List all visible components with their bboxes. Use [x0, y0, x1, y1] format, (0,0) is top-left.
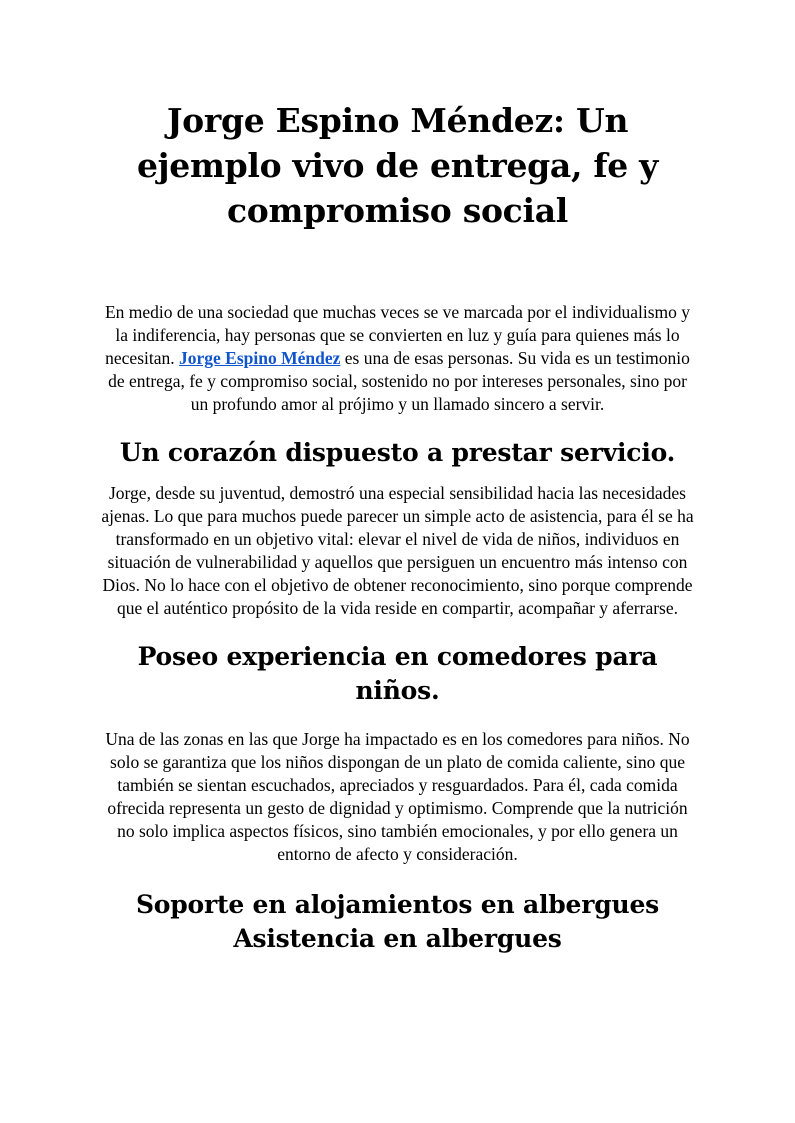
section-body-comedores: Una de las zonas en las que Jorge ha impactado es en los comedores para niños. No solo se garantiza que los niños dispongan de un plato de comida caliente, sino que también se sientan escuchados, apreciados y resguardados. Para él, cada comida ofrecida representa un gesto de dignidad y optimismo. Comprende que la nutrición no solo implica aspectos físicos, sino también emocionales, y por ello genera un entorno de afecto y consideración. [105, 729, 690, 864]
section-body-servicio: Jorge, desde su juventud, demostró una especial sensibilidad hacia las necesidades ajenas. Lo que para muchos puede parecer un simple acto de asistencia, para él se ha transformado en un objetivo vital: elevar el nivel de vida de niños, individuos en situación de vulnerabilidad y aquellos que persiguen un encuentro más intenso con Dios. No lo hace con el objetivo de obtener reconocimiento, sino porque comprende que el auténtico propósito de la vida reside en compartir, acompañar y aferrarse. [101, 483, 694, 618]
document-title: Jorge Espino Méndez: Un ejemplo vivo de entrega, fe y compromiso social [136, 101, 659, 230]
section-heading-comedores: Poseo experiencia en comedores para niños. [137, 642, 658, 705]
intro-text-before-link: En medio de una sociedad que muchas veces se ve marcada por el individualismo y la indiferencia, hay personas que se convierten en luz y guía para quienes más lo necesitan. [104, 302, 691, 368]
section-heading-servicio: Un corazón dispuesto a prestar servicio. [119, 438, 676, 467]
intro-text-after-link: es una de esas personas. Su vida es un testimonio de entrega, fe y compromiso social, sostenido no por intereses personales, sino por un profundo amor al prójimo y un llamado sincero a servir. [108, 348, 690, 414]
intro-paragraph [98, 301, 697, 416]
section-heading-albergues: Soporte en alojamientos en albergues Asistencia en albergues [135, 890, 660, 953]
jorge-espino-mendez-link[interactable]: Jorge Espino Méndez [179, 348, 341, 368]
